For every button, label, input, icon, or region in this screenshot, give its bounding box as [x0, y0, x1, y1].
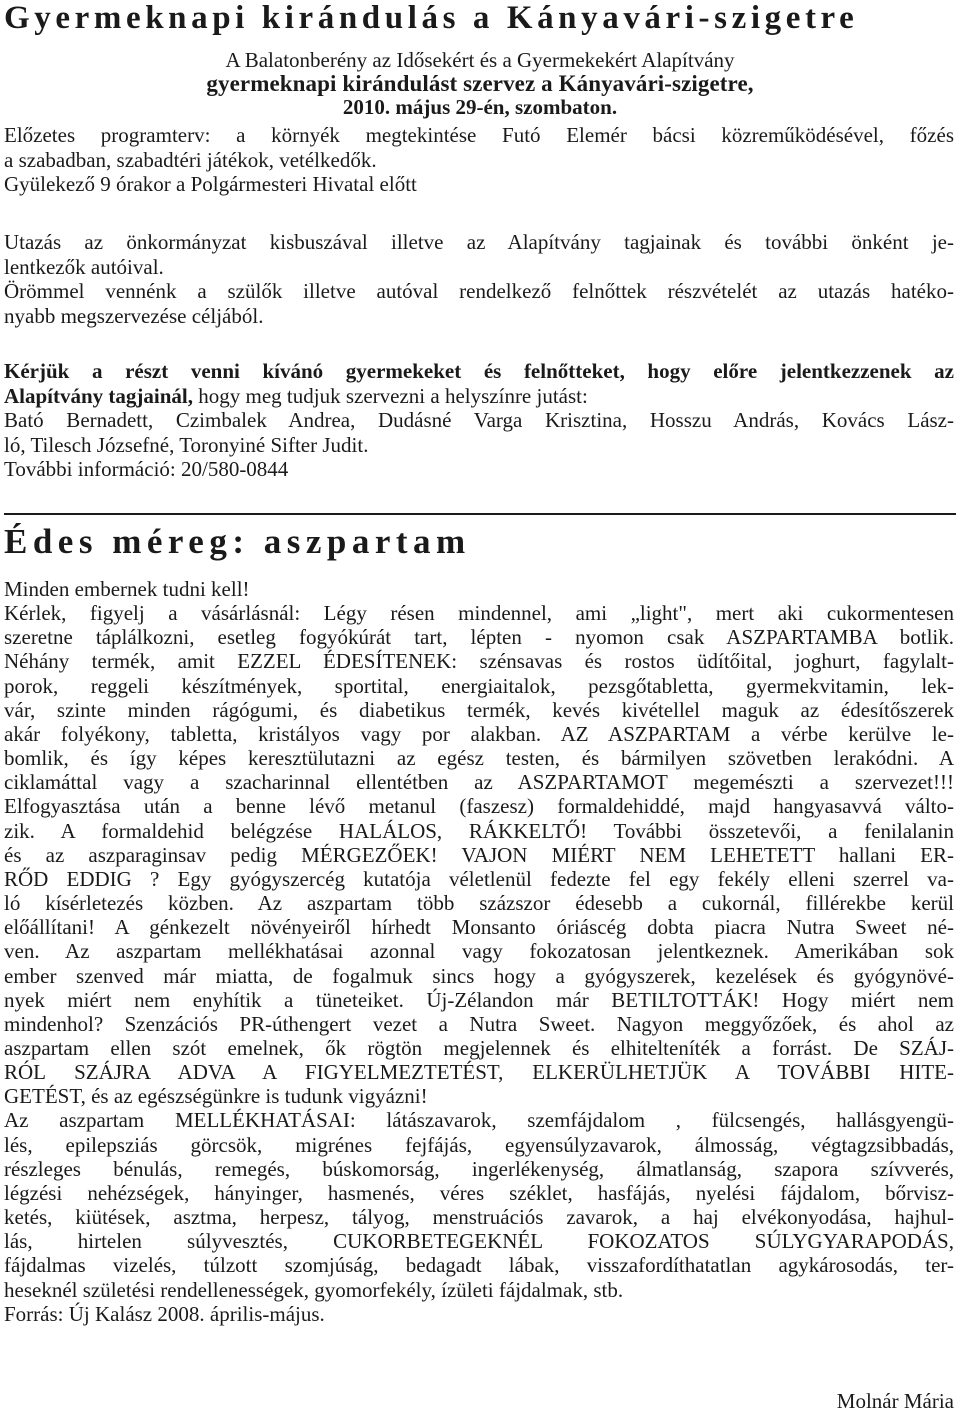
paragraph-line: nyek miért nem enyhítik a tüneteiket. Új-Zélandon már BETILTOTTÁK! Hogy miért nem — [4, 987, 954, 1012]
request-rest: hogy meg tudjuk szervezni a helyszínre jutást: — [193, 383, 588, 408]
article2-body — [4, 577, 954, 1326]
paragraph-line: fájdalmas vizelés, túlzott szomjúság, bedagadt lábak, visszafordíthatatlan agykárosodás, ter- — [4, 1253, 954, 1278]
paragraph-line: Örömmel vennénk a szülők illetve autóval rendelkező felnőttek részvételét az utazás hatéko- — [4, 279, 954, 304]
article1-intro-organizer: A Balatonberény az Idősekért és a Gyermekekért Alapítvány — [225, 48, 735, 72]
paragraph-line: GETÉST, és az egészségünkre is tudunk vigyázni! — [4, 1084, 428, 1109]
request-bold-line: Kérjük a részt venni kívánó gyermekeket és felnőtteket, hogy előre jelentkezzenek az — [4, 359, 954, 383]
article1-intro-date: 2010. május 29-én, szombaton. — [342, 95, 618, 119]
paragraph-line: ketés, kiütések, asztma, herpesz, tályog, menstruációs zavarok, a haj elvékonyodása, hajhul- — [4, 1205, 954, 1230]
paragraph-line: ciklamáttal vagy a szacharinnal ellentétben az ASZPARTAMOT megemészti a szervezet!!! — [4, 770, 954, 795]
paragraph-line: Gyülekező 9 órakor a Polgármesteri Hivatal előtt — [4, 172, 417, 197]
article2-author: Molnár Mária — [836, 1389, 954, 1413]
paragraph-line: szeretne táplálkozni, esetleg fogyókúrát tart, lépten - nyomon csak ASZPARTAMBA botlik. — [4, 625, 954, 650]
paragraph-line: Minden embernek tudni kell! — [4, 577, 250, 601]
paragraph-line: Néhány termék, amit EZZEL ÉDESÍTENEK: szénsavas és rostos üdítőital, joghurt, fagylalt- — [4, 649, 954, 674]
paragraph-line: heseknél születési rendellenességek, gyomorfekély, ízületi fájdalmak, stb. — [4, 1277, 624, 1302]
paragraph-line: a szabadban, szabadtéri játékok, vetélkedők. — [4, 147, 377, 172]
paragraph-line: előállítani! A génkezelt növényeiről hírhedt Monsanto óriáscég dobta piacra Nutra Sweet né- — [4, 915, 954, 940]
paragraph-line: Kérlek, figyelj a vásárlásnál: Légy résen mindennel, ami „light", mert aki cukormentesen — [4, 601, 954, 626]
paragraph-line: Elfogyasztása után a benne lévő metanul (faszesz) formaldehiddé, majd hangyasavvá válto- — [4, 794, 954, 819]
paragraph-line: ló kísérletezés közben. Az aszpartam több százszor édesebb a cukornál, fillérekbe kerül — [4, 891, 954, 916]
paragraph-line: akár folyékony, tabletta, kristályos vagy por alakban. AZ ASZPARTAM a vérbe kerülve le- — [4, 721, 954, 746]
paragraph-line: lentkezők autóival. — [4, 254, 164, 279]
paragraph-line: Utazás az önkormányzat kisbuszával illetve az Alapítvány tagjainak és további önként je- — [4, 230, 954, 254]
paragraph-line: lés, epilepsziás görcsök, migrénes fejfájás, egyensúlyzavarok, álmosság, végtagzsibbadás, — [4, 1132, 954, 1157]
paragraph-line: zik. A formaldehid belégzése HALÁLOS, RÁKKELTŐ! További összetevői, a fenilalanin — [4, 818, 954, 843]
paragraph-line: ven. Az aszpartam mellékhatásai azonnal vagy fokozatosan jelentkeznek. Amerikában sok — [4, 939, 954, 964]
paragraph-line: és az aszparaginsav pedig MÉRGEZŐEK! VAJON MIÉRT NEM LEHETETT hallani ER- — [4, 842, 954, 867]
paragraph-line: aszpartam ellen szót emelnek, ők rögtön megjelennek és elhitelteníték a forrást. De SZÁJ- — [4, 1035, 954, 1060]
request-bold-phrase: Alapítvány tagjainál, — [4, 383, 194, 408]
contact-info: További információ: 20/580-0844 — [4, 457, 289, 482]
article1-travel — [4, 230, 954, 328]
article1-title: Gyermeknapi kirándulás a Kányavári-szigetre — [4, 0, 859, 36]
article2-title: Édes méreg: aszpartam — [4, 522, 471, 561]
members-line: Bató Bernadett, Czimbalek Andrea, Dudásné Varga Krisztina, Hosszu András, Kovács Lász- — [4, 408, 954, 433]
paragraph-line: bomlik, és így képes keresztülutazni az egész testen, és bármilyen szövetben lerakódni. A — [4, 746, 954, 771]
members-line: ló, Tilesch Józsefné, Toronyiné Sifter Judit. — [4, 432, 369, 457]
paragraph-line: Forrás: Új Kalász 2008. április-május. — [4, 1301, 325, 1326]
section-divider — [4, 513, 956, 515]
paragraph-line: RŐD EDDIG ? Egy gyógyszercég kutatója véletlenül fedezte fel egy fekély elleni szerrel va- — [4, 866, 954, 891]
paragraph-line: mindenhol? Szenzációs PR-úthengert vezet a Nutra Sweet. Nagyon meggyőzőek, és ahol az — [4, 1011, 954, 1036]
paragraph-line: nyabb megszervezése céljából. — [4, 303, 264, 328]
paragraph-line: Az aszpartam MELLÉKHATÁSAI: látászavarok, szemfájdalom , fülcsengés, hallásgyengü- — [4, 1108, 954, 1133]
paragraph-line: Előzetes programterv: a környék megtekintése Futó Elemér bácsi közreműködésével, főzés — [4, 123, 954, 147]
article1-request — [4, 359, 954, 482]
paragraph-line: vár, szinte minden rágógumi, és diabetikus termék, kevés kivétellel maguk az édesítőszerek — [4, 697, 954, 722]
paragraph-line: lás, hirtelen súlyvesztés, CUKORBETEGEKNÉL FOKOZATOS SÚLYGYARAPODÁS, — [4, 1229, 954, 1254]
article1-program — [4, 123, 954, 197]
article1-intro-event: gyermeknapi kirándulást szervez a Kányavári-szigetre, — [206, 71, 754, 96]
paragraph-line: RÓL SZÁJRA ADVA A FIGYELMEZTETÉST, ELKERÜLHETJÜK A TOVÁBBI HITE- — [4, 1060, 954, 1085]
request-line-2 — [4, 384, 954, 409]
paragraph-line: porok, reggeli készítmények, sportital, energiaitalok, pezsgőtabletta, gyermekvitamin, lek- — [4, 673, 954, 698]
paragraph-line: ember szenved már miatta, de fogalmuk sincs hogy a gyógyszerek, kezelések és gyógynövé- — [4, 963, 954, 988]
paragraph-line: részleges bénulás, remegés, búskomorság, ingerlékenység, álmatlanság, szapora szívverés, — [4, 1156, 954, 1181]
paragraph-line: légzési nehézségek, hányinger, hasmenés, véres széklet, hasfájás, nyelési fájdalom, bőrvisz- — [4, 1180, 954, 1205]
